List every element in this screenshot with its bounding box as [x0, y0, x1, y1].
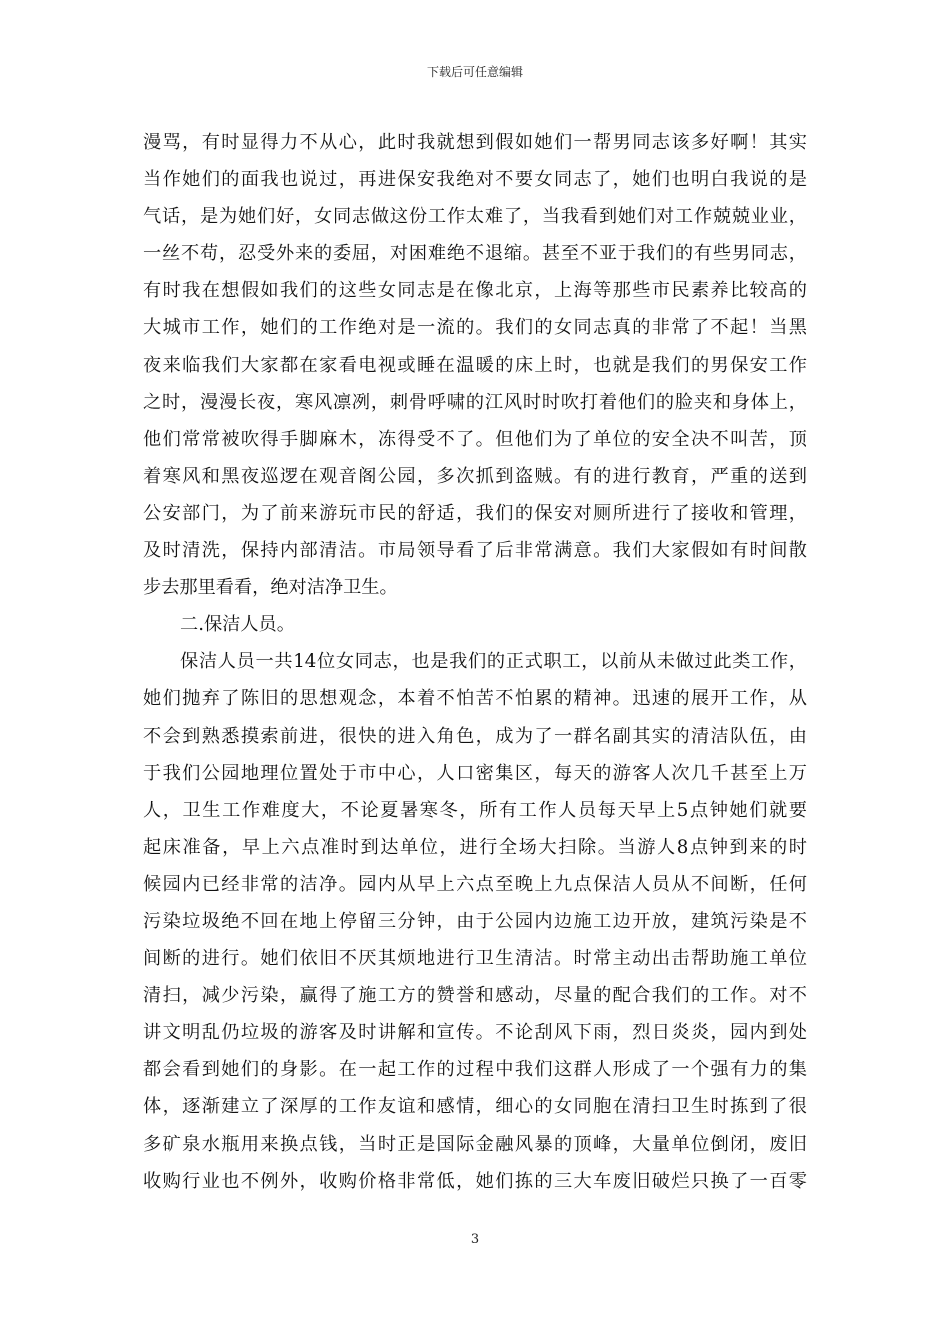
text-line: 候园内已经非常的洁净。园内从早上六点至晚上九点保洁人员从不间断，任何	[143, 873, 807, 895]
text-line: 步去那里看看，绝对洁净卫生。	[143, 577, 398, 599]
body-text	[143, 124, 807, 1200]
text-line: 他们常常被吹得手脚麻木，冻得受不了。但他们为了单位的安全决不叫苦，顶	[143, 428, 807, 450]
text-line: 间断的进行。她们依旧不厌其烦地进行卫生清洁。时常主动出击帮助施工单位	[143, 948, 807, 970]
text-line: 于我们公园地理位置处于市中心，人口密集区，每天的游客人次几千甚至上万	[143, 762, 807, 784]
text-line: 漫骂，有时显得力不从心，此时我就想到假如她们一帮男同志该多好啊！其实	[143, 132, 807, 153]
text-line: 保洁人员一共14位女同志，也是我们的正式职工，以前从未做过此类工作，	[180, 651, 807, 673]
text-line: 一丝不苟，忍受外来的委屈，对困难绝不退缩。甚至不亚于我们的有些男同志，	[143, 243, 807, 265]
text-line: 当作她们的面我也说过，再进保安我绝对不要女同志了，她们也明白我说的是	[143, 169, 807, 191]
text-line: 夜来临我们大家都在家看电视或睡在温暖的床上时，也就是我们的男保安工作	[143, 354, 807, 376]
text-line: 体，逐渐建立了深厚的工作友谊和感情，细心的女同胞在清扫卫生时拣到了很	[143, 1096, 807, 1118]
text-line: 有时我在想假如我们的这些女同志是在像北京，上海等那些市民素养比较高的	[143, 280, 807, 302]
text-line: 着寒风和黑夜巡逻在观音阁公园，多次抓到盗贼。有的进行教育，严重的送到	[143, 465, 807, 487]
text-line: 起床准备，早上六点准时到达单位，进行全场大扫除。当游人8点钟到来的时	[143, 836, 807, 858]
text-line: 不会到熟悉摸索前进，很快的进入角色，成为了一群名副其实的清洁队伍，由	[143, 725, 807, 747]
text-line: 收购行业也不例外，收购价格非常低，她们拣的三大车废旧破烂只换了一百零	[143, 1170, 807, 1192]
text-line: 她们抛弃了陈旧的思想观念，本着不怕苦不怕累的精神。迅速的展开工作，从	[143, 688, 807, 710]
text-line: 气话，是为她们好，女同志做这份工作太难了，当我看到她们对工作兢兢业业，	[143, 206, 807, 228]
text-line: 之时，漫漫长夜，寒风凛冽，刺骨呼啸的江风时时吹打着他们的脸夹和身体上，	[143, 391, 807, 413]
text-line: 都会看到她们的身影。在一起工作的过程中我们这群人形成了一个强有力的集	[143, 1059, 807, 1081]
text-line: 及时清洗，保持内部清洁。市局领导看了后非常满意。我们大家假如有时间散	[143, 540, 807, 562]
page-header: 下载后可任意编辑	[426, 65, 523, 79]
text-line: 人，卫生工作难度大，不论夏暑寒冬，所有工作人员每天早上5点钟她们就要	[143, 799, 807, 821]
text-line: 清扫，减少污染，赢得了施工方的赞誉和感动，尽量的配合我们的工作。对不	[143, 985, 807, 1007]
text-line: 多矿泉水瓶用来换点钱，当时正是国际金融风暴的顶峰，大量单位倒闭，废旧	[143, 1133, 807, 1155]
text-line: 讲文明乱仍垃圾的游客及时讲解和宣传。不论刮风下雨，烈日炎炎，园内到处	[143, 1022, 807, 1044]
section-heading: 二.保洁人员。	[180, 614, 295, 636]
text-line: 大城市工作，她们的工作绝对是一流的。我们的女同志真的非常了不起！当黑	[143, 317, 807, 339]
page-number: 3	[470, 1232, 480, 1247]
text-line: 公安部门，为了前来游玩市民的舒适，我们的保安对厕所进行了接收和管理，	[143, 502, 807, 524]
text-line: 污染垃圾绝不回在地上停留三分钟，由于公园内边施工边开放，建筑污染是不	[143, 910, 807, 932]
